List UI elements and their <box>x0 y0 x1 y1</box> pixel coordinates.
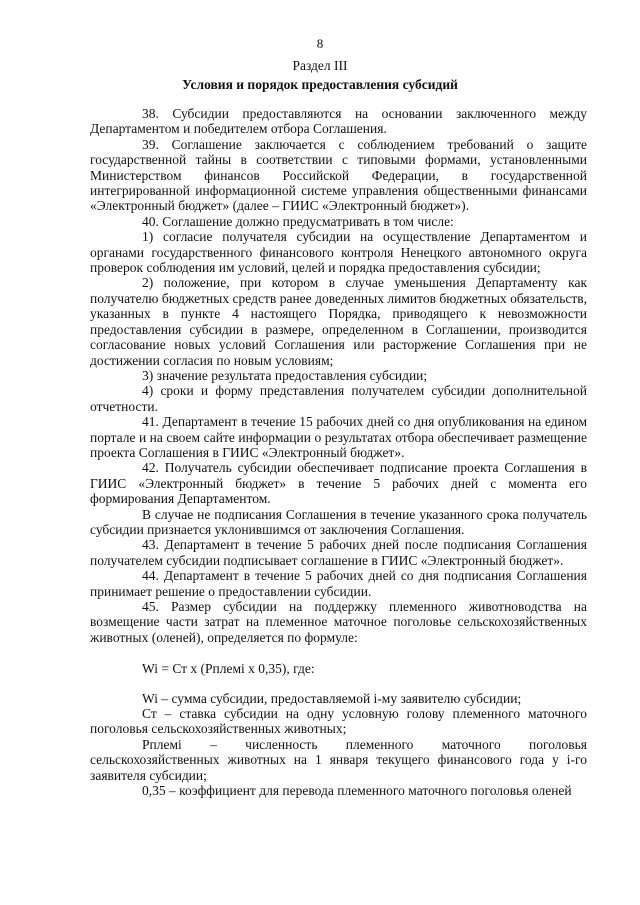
definition-rplem: Рплемі – численность племенного маточного поголовья сельскохозяйственных животных на 1 января текущего финансового года у i-го заявителя субсидии; <box>90 736 587 783</box>
body-text <box>90 106 587 798</box>
definition-wi: Wi – сумма субсидии, предоставляемой i-му заявителю субсидии; <box>142 690 522 706</box>
paragraph-43: 43. Департамент в течение 5 рабочих дней после подписания Соглашения получателем субсидии подписывает соглашение в ГИИС «Электронный бюджет». <box>90 537 587 568</box>
section-title: Условия и порядок предоставления субсидий <box>182 77 458 92</box>
section-label: Раздел III <box>292 58 348 73</box>
paragraph-39: 39. Соглашение заключается с соблюдением требований о защите государственной тайны в соответствии с типовыми формами, установленными Министерством финансов Российской Федерации, в государственной интегрированной информационной системе управления общественными финансами «Электронный бюджет» (далее – ГИИС «Электронный бюджет»). <box>90 136 587 214</box>
definition-coefficient: 0,35 – коэффициент для перевода племенного маточного поголовья оленей <box>142 783 572 799</box>
paragraph-44: 44. Департамент в течение 5 рабочих дней со дня подписания Соглашения принимает решение о предоставлении субсидии. <box>90 568 587 599</box>
paragraph-41: 41. Департамент в течение 15 рабочих дней со дня опубликования на едином портале и на своем сайте информации о результатах отбора обеспечивает размещение проекта Соглашения в ГИИС «Электронный бюджет». <box>90 414 587 460</box>
definition-st: Ст – ставка субсидии на одну условную голову племенного маточного поголовья сельскохозяйственных животных; <box>90 706 587 737</box>
paragraph-45: 45. Размер субсидии на поддержку племенного животноводства на возмещение части затрат на племенное маточное поголовье сельскохозяйственных животных (оленей), определяется по формуле: <box>90 599 587 645</box>
page-number: 8 <box>316 36 324 51</box>
paragraph-40-item-4: 4) сроки и форму представления получателем субсидии дополнительной отчетности. <box>90 383 587 414</box>
paragraph-42: 42. Получатель субсидии обеспечивает подписание проекта Соглашения в ГИИС «Электронный бюджет» в течение 5 рабочих дней с момента его формирования Департаментом. <box>90 460 587 507</box>
paragraph-40-item-2: 2) положение, при котором в случае уменьшения Департаменту как получателю бюджетных средств ранее доведенных лимитов бюджетных обязательств, указанных в пункте 4 настоящего Порядка, приводящего к невозможности предоставления субсидии в размере, определенном в Соглашении, производится согласование новых условий Соглашения или расторжение Соглашения при не достижении согласия по новым условиям; <box>90 275 587 368</box>
paragraph-42-note: В случае не подписания Соглашения в течение указанного срока получатель субсидии признается уклонившимся от заключения Соглашения. <box>90 506 587 537</box>
paragraph-40-item-1: 1) согласие получателя субсидии на осуществление Департаментом и органами государственного финансового контроля Ненецкого автономного округа проверок соблюдения им условий, целей и порядка предоставления субсидии; <box>90 229 587 276</box>
paragraph-38: 38. Субсидии предоставляются на основании заключенного между Департаментом и победителем отбора Соглашения. <box>90 106 587 137</box>
paragraph-40: 40. Соглашение должно предусматривать в том числе: <box>142 213 454 229</box>
subsidy-formula: Wi = Ст x (Рплемі x 0,35), где: <box>142 661 315 677</box>
paragraph-40-item-3: 3) значение результата предоставления субсидии; <box>142 367 428 383</box>
